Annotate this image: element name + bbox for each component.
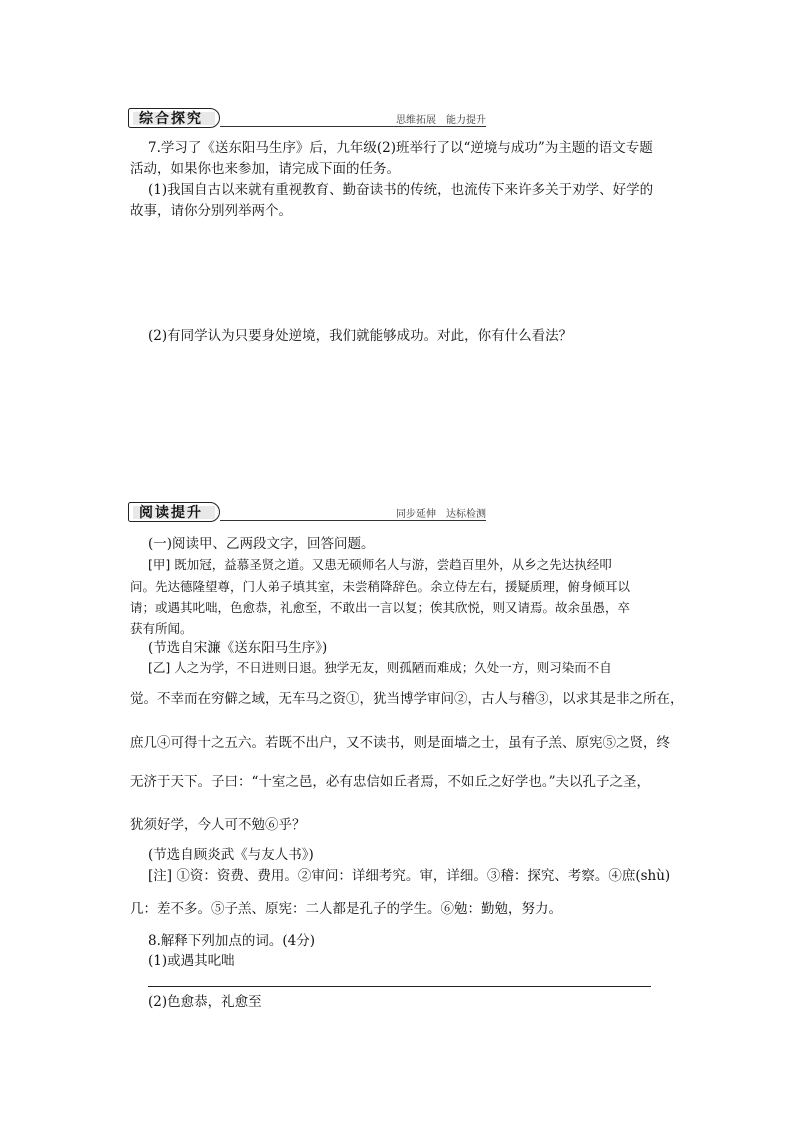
q7-sub1-line2: 故事，请你分别列举两个。	[130, 203, 292, 219]
section-header-comprehensive	[128, 108, 486, 130]
annotation-line1: [注] ①资：资费、费用。②审问：详细考究。审，详细。③稽：探究、考察。④庶(shù)	[148, 868, 671, 884]
section-subtitle: 思维拓展 能力提升	[396, 115, 486, 126]
passage-yi-line2: 觉。不幸而在穷僻之域，无车马之资①，犹当博学审问②，古人与稽③，以求其是非之所在，	[130, 691, 684, 707]
section-tag	[128, 502, 220, 522]
passage-yi-line3: 庶几④可得十之五六。若既不出户，又不读书，则是面墙之士，虽有子羔、原宪⑤之贤，终	[130, 735, 670, 751]
q8-stem: 8.解释下列加点的词。(4分)	[148, 933, 316, 949]
passage-yi-line5: 犹须好学，今人可不勉⑥乎？	[130, 817, 306, 833]
passage-jia-source: (节选自宋濂《送东阳马生序》)	[148, 640, 328, 656]
section-title: 综合探究	[139, 111, 203, 127]
passage-jia-line4: 获有所闻。	[130, 621, 193, 636]
passage-yi-source: (节选自顾炎武《与友人书》)	[148, 847, 314, 863]
reading-intro: (一)阅读甲、乙两段文字，回答问题。	[148, 536, 375, 552]
passage-jia-line3: 请；或遇其叱咄，色愈恭，礼愈至，不敢出一言以复；俟其欣悦，则又请焉。故余虽愚，卒	[130, 600, 631, 615]
q8-item1: (1)或遇其叱咄	[148, 953, 235, 969]
q7-line1: 7.学习了《送东阳马生序》后，九年级(2)班举行了以“逆境与成功”为主题的语文专题	[148, 140, 653, 156]
answer-line	[148, 986, 651, 987]
section-title: 阅读提升	[139, 505, 203, 521]
section-tag	[128, 108, 220, 128]
q7-sub1-line1: (1)我国自古以来就有重视教育、勤奋读书的传统，也流传下来许多关于劝学、好学的	[148, 182, 654, 198]
q8-item2: (2)色愈恭，礼愈至	[148, 994, 262, 1010]
section-subtitle: 同步延伸 达标检测	[396, 509, 486, 520]
passage-yi-line1: [乙] 人之为学，不日进则日退。独学无友，则孤陋而难成；久处一方，则习染而不自	[148, 660, 612, 675]
passage-yi-line4: 无济于天下。子曰：“十室之邑，必有忠信如丘者焉，不如丘之好学也。”夫以孔子之圣，	[130, 774, 651, 790]
annotation-line2: 几：差不多。⑤子羔、原宪：二人都是孔子的学生。⑥勉：勤勉，努力。	[130, 901, 562, 917]
passage-jia-line1: [甲] 既加冠，益慕圣贤之道。又患无硕师名人与游，尝趋百里外，从乡之先达执经叩	[148, 557, 612, 572]
section-rule	[220, 126, 486, 127]
q7-sub2: (2)有同学认为只要身处逆境，我们就能够成功。对此，你有什么看法？	[148, 328, 573, 344]
passage-jia-line2: 问。先达德隆望尊，门人弟子填其室，未尝稍降辞色。余立侍左右，援疑质理，俯身倾耳以	[130, 579, 631, 594]
section-rule	[220, 520, 486, 521]
q7-line2: 活动，如果你也来参加，请完成下面的任务。	[130, 161, 400, 177]
section-header-reading	[128, 502, 486, 524]
